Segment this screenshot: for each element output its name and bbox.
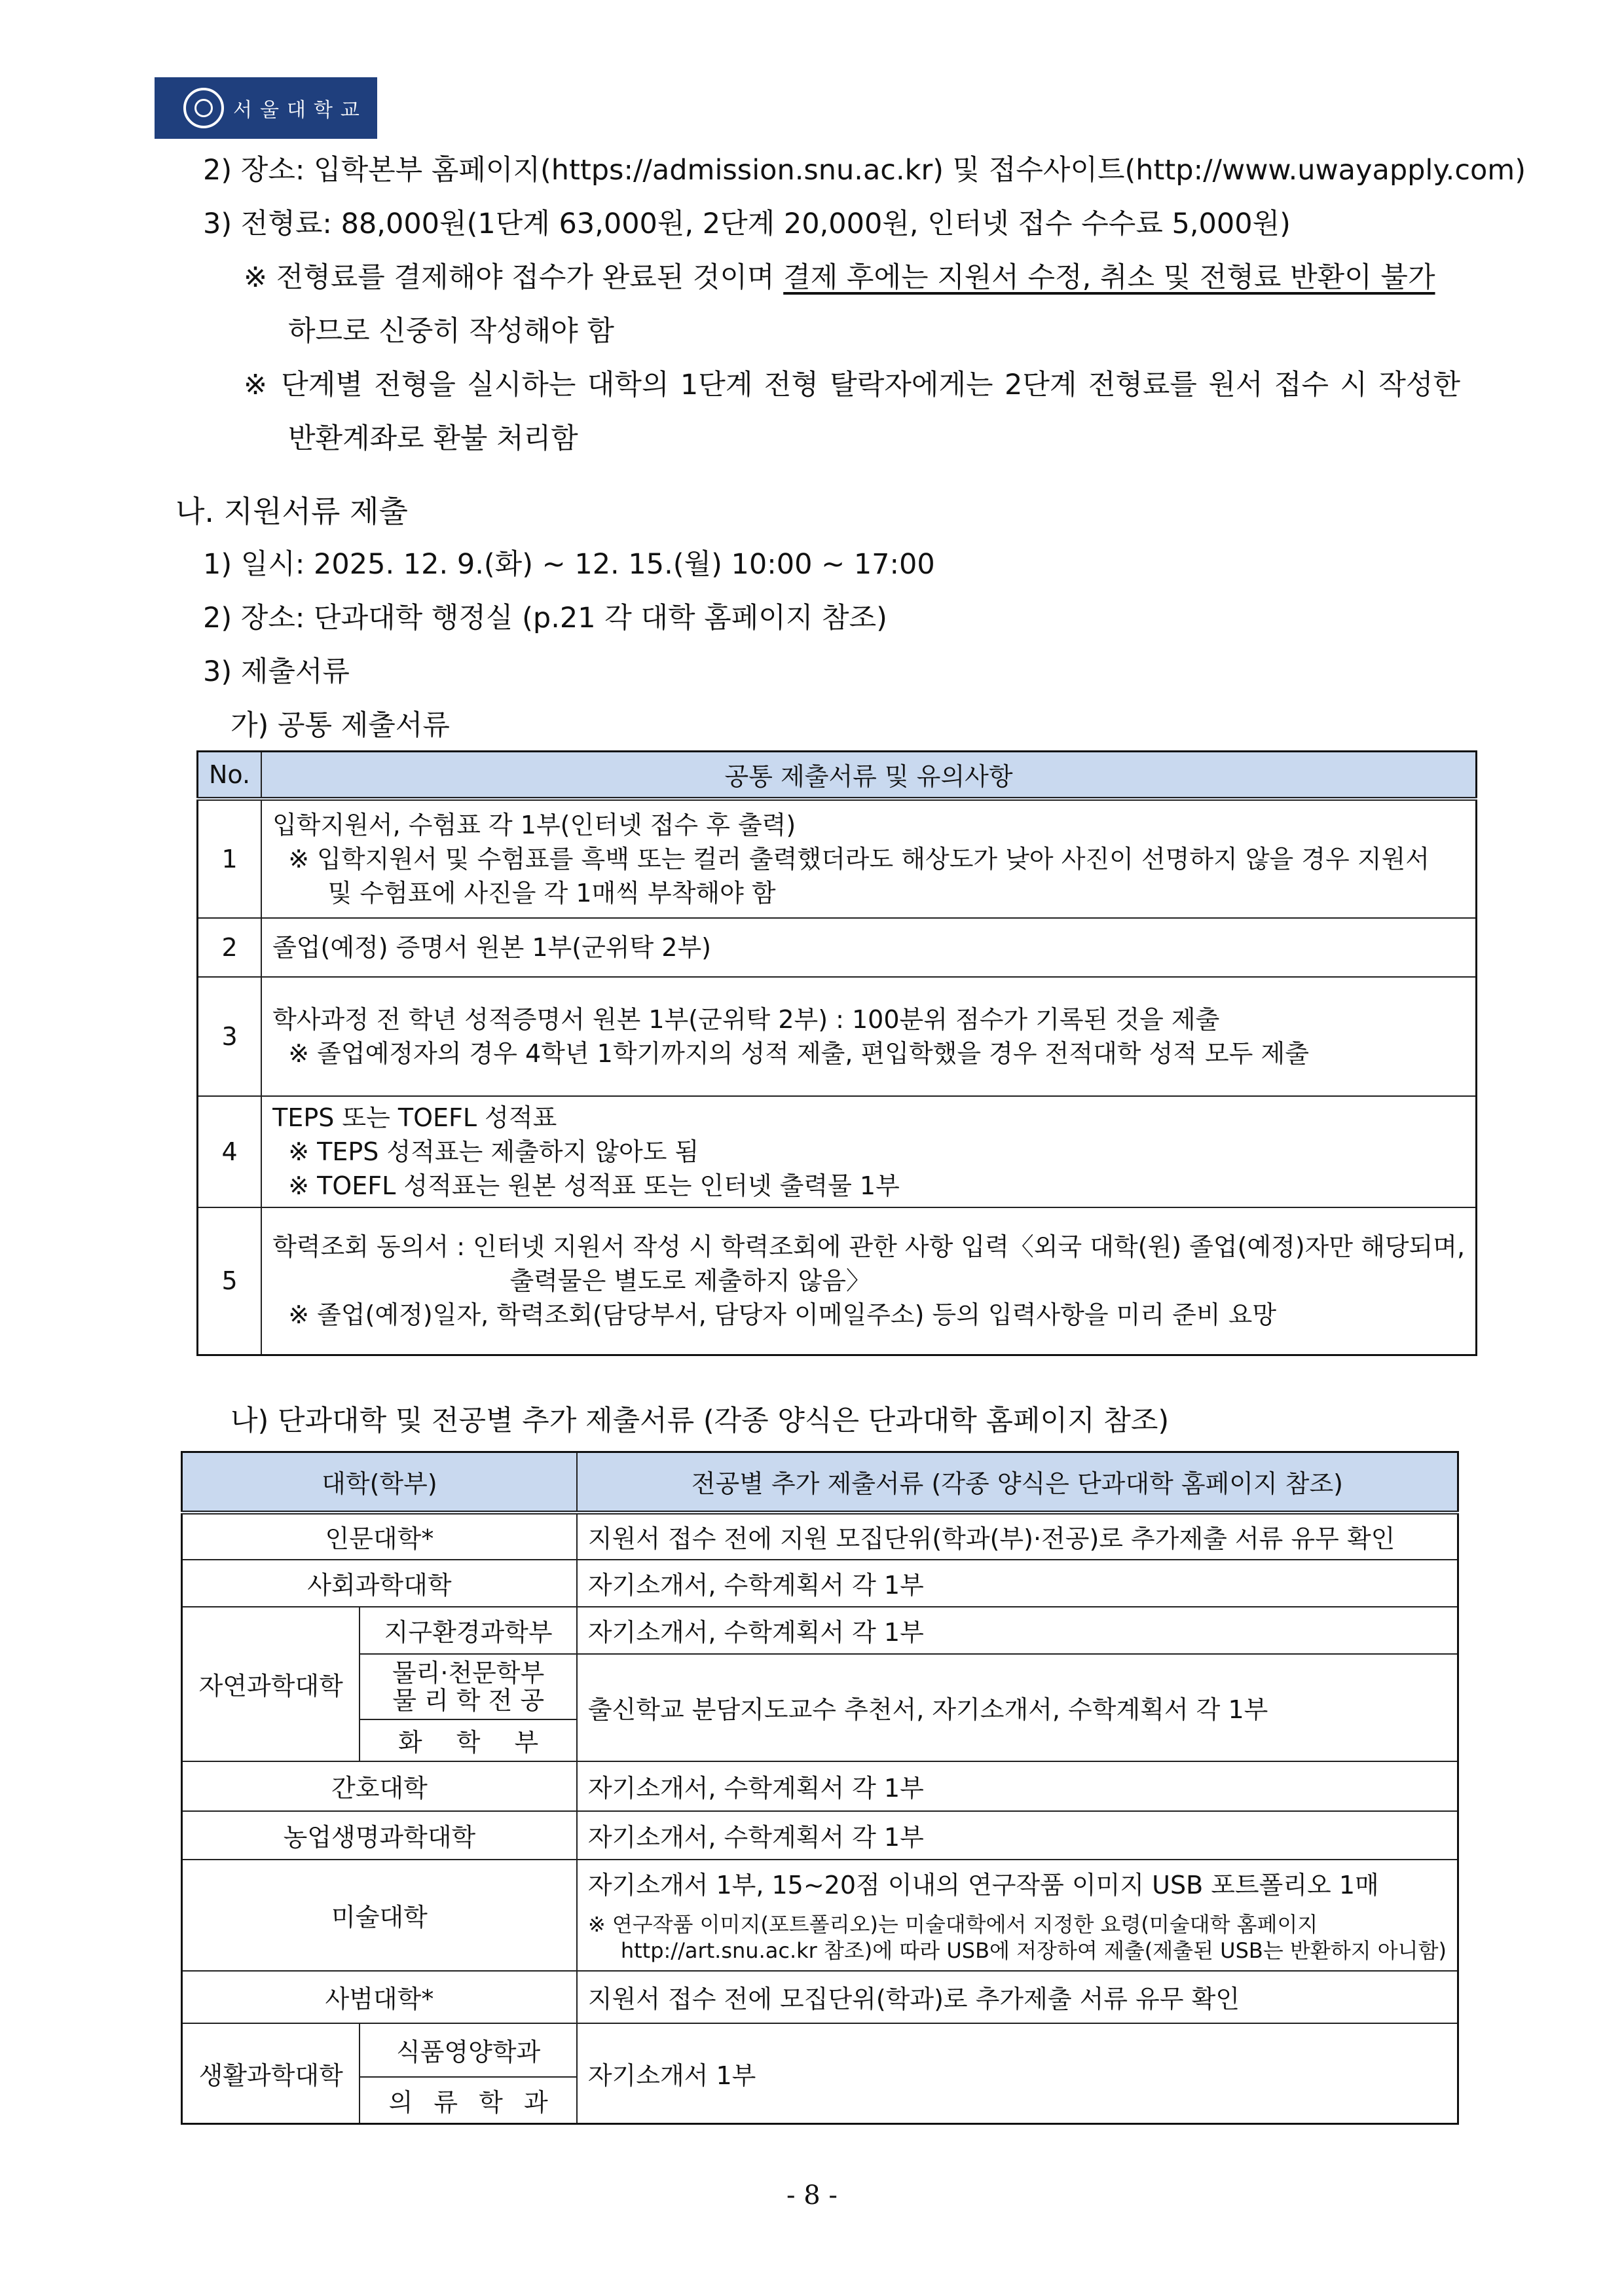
row-line: ※ 졸업예정자의 경우 4학년 1학기까지의 성적 제출, 편입학했을 경우 전적대학 성적 모두 제출 <box>272 1038 1309 1068</box>
college-docs: 자기소개서, 수학계획서 각 1부 <box>577 1761 1458 1811</box>
dept-name: 의 류 학 과 <box>360 2077 576 2124</box>
place-line: 2) 장소: 입학본부 홈페이지(https://admission.snu.ac.kr) 및 접수사이트(http://www.uwayapply.com) <box>203 154 1526 187</box>
row-content <box>261 1096 1476 1207</box>
university-logo <box>155 77 377 139</box>
college-docs <box>577 1860 1458 1971</box>
table-row <box>198 977 1477 1096</box>
seal-icon <box>183 88 224 128</box>
art-note-line: ※ 연구작품 이미지(포트폴리오)는 미술대학에서 지정한 요령(미술대학 홈페이지 <box>587 1911 1318 1937</box>
fee-note-1 <box>244 259 1473 296</box>
row-content <box>261 977 1476 1096</box>
col-header-no: No. <box>198 752 262 799</box>
college-docs: 지원서 접수 전에 모집단위(학과)로 추가제출 서류 유무 확인 <box>577 1971 1458 2023</box>
table-row <box>182 1654 1458 1719</box>
dept-name <box>360 1654 576 1719</box>
row-line: ※ TOEFL 성적표는 원본 성적표 또는 인터넷 출력물 1부 <box>272 1171 900 1200</box>
table-row <box>182 1607 1458 1654</box>
college-docs: 자기소개서 1부 <box>577 2023 1458 2124</box>
fee-note-1-underlined: 결제 후에는 지원서 수정, 취소 및 전형료 반환이 불가 <box>783 261 1435 294</box>
table-row <box>198 1207 1477 1355</box>
art-note-line: http://art.snu.ac.kr 참조)에 따라 USB에 저장하여 제출(제출된 USB는 반환하지 아니함) <box>620 1937 1447 1963</box>
dept-name: 화 학 부 <box>360 1719 576 1761</box>
page-number: - 8 - <box>786 2180 838 2211</box>
row-line: 학력조회 동의서 : 인터넷 지원서 작성 시 학력조회에 관한 사항 입력〈외국 대학(원) 졸업(예정)자만 해당되며, <box>272 1232 1466 1262</box>
row-number: 3 <box>198 977 262 1096</box>
college-docs-table <box>181 1451 1459 2125</box>
table-row <box>182 1513 1458 1560</box>
row-line: TEPS 또는 TOEFL 성적표 <box>272 1103 557 1132</box>
table-header-row <box>198 752 1477 799</box>
college-name: 인문대학* <box>182 1513 577 1560</box>
table-row <box>182 1811 1458 1860</box>
row-number: 1 <box>198 799 262 918</box>
college-docs: 지원서 접수 전에 지원 모집단위(학과(부)·전공)로 추가제출 서류 유무 확인 <box>577 1513 1458 1560</box>
col-header-docs: 공통 제출서류 및 유의사항 <box>261 752 1476 799</box>
table-row <box>182 1761 1458 1811</box>
table-row <box>198 918 1477 977</box>
row-line: ※ TEPS 성적표는 제출하지 않아도 됨 <box>272 1137 699 1166</box>
college-docs-heading: 나) 단과대학 및 전공별 추가 제출서류 (각종 양식은 단과대학 홈페이지 참조) <box>231 1405 1170 1437</box>
row-number: 5 <box>198 1207 262 1355</box>
art-docs-line: 자기소개서 1부, 15~20점 이내의 연구작품 이미지 USB 포트폴리오 1매 <box>587 1870 1379 1900</box>
row-line: 졸업(예정) 증명서 원본 1부(군위탁 2부) <box>272 932 711 962</box>
college-docs: 자기소개서, 수학계획서 각 1부 <box>577 1811 1458 1860</box>
row-line: ※ 졸업(예정)일자, 학력조회(담당부서, 담당자 이메일주소) 등의 입력사항을 미리 준비 요망 <box>272 1300 1277 1330</box>
row-line: 출력물은 별도로 제출하지 않음〉 <box>272 1266 871 1296</box>
row-line: 입학지원서, 수험표 각 1부(인터넷 접수 후 출력) <box>272 810 796 839</box>
fee-note-2: ※ 단계별 전형을 실시하는 대학의 1단계 전형 탈락자에게는 2단계 전형료를 원서 접수 시 작성한 <box>244 369 1460 401</box>
submit-docs: 3) 제출서류 <box>203 655 350 688</box>
row-content <box>261 918 1476 977</box>
row-number: 4 <box>198 1096 262 1207</box>
fee-line: 3) 전형료: 88,000원(1단계 63,000원, 2단계 20,000원, 인터넷 접수 수수료 5,000원) <box>203 208 1291 240</box>
table-row <box>182 1971 1458 2023</box>
dept-line: 물리·천문학부 <box>392 1658 545 1687</box>
col-header-extra-docs: 전공별 추가 제출서류 (각종 양식은 단과대학 홈페이지 참조) <box>577 1452 1458 1513</box>
table-row <box>198 799 1477 918</box>
common-docs-heading: 가) 공통 제출서류 <box>231 709 450 742</box>
college-name: 사범대학* <box>182 1971 577 2023</box>
row-content <box>261 799 1476 918</box>
submit-date: 1) 일시: 2025. 12. 9.(화) ~ 12. 15.(월) 10:00 ~ 17:00 <box>203 548 935 581</box>
table-row <box>182 2023 1458 2077</box>
table-row <box>198 1096 1477 1207</box>
college-docs: 출신학교 분담지도교수 추천서, 자기소개서, 수학계획서 각 1부 <box>577 1654 1458 1761</box>
fee-note-1-text: ※ 전형료를 결제해야 접수가 완료된 것이며 <box>244 261 784 294</box>
table-header-row <box>182 1452 1458 1513</box>
college-name: 미술대학 <box>182 1860 577 1971</box>
college-name: 간호대학 <box>182 1761 577 1811</box>
submit-place: 2) 장소: 단과대학 행정실 (p.21 각 대학 홈페이지 참조) <box>203 602 887 634</box>
college-docs: 자기소개서, 수학계획서 각 1부 <box>577 1607 1458 1654</box>
common-docs-table <box>196 750 1477 1356</box>
row-number: 2 <box>198 918 262 977</box>
college-name: 자연과학대학 <box>182 1607 360 1761</box>
table-row <box>182 1860 1458 1971</box>
col-header-college: 대학(학부) <box>182 1452 577 1513</box>
dept-name: 지구환경과학부 <box>360 1607 576 1654</box>
college-docs: 자기소개서, 수학계획서 각 1부 <box>577 1560 1458 1607</box>
college-name: 사회과학대학 <box>182 1560 577 1607</box>
fee-note-1-cont: 하므로 신중히 작성해야 함 <box>288 315 614 348</box>
dept-name: 식품영양학과 <box>360 2023 576 2077</box>
logo-text: 서울대학교 <box>233 99 367 122</box>
dept-line: 물 리 학 전 공 <box>392 1685 545 1715</box>
row-content <box>261 1207 1476 1355</box>
college-name: 생활과학대학 <box>182 2023 360 2124</box>
row-line: 학사과정 전 학년 성적증명서 원본 1부(군위탁 2부) : 100분위 점수가 기록된 것을 제출 <box>272 1004 1220 1034</box>
row-line: 및 수험표에 사진을 각 1매씩 부착해야 함 <box>272 878 776 908</box>
fee-note-2-cont: 반환계좌로 환불 처리함 <box>288 422 578 455</box>
college-name: 농업생명과학대학 <box>182 1811 577 1860</box>
row-line: ※ 입학지원서 및 수험표를 흑백 또는 컬러 출력했더라도 해상도가 낮아 사진이 선명하지 않을 경우 지원서 <box>272 844 1430 873</box>
submit-heading: 나. 지원서류 제출 <box>175 494 408 529</box>
table-row <box>182 1560 1458 1607</box>
